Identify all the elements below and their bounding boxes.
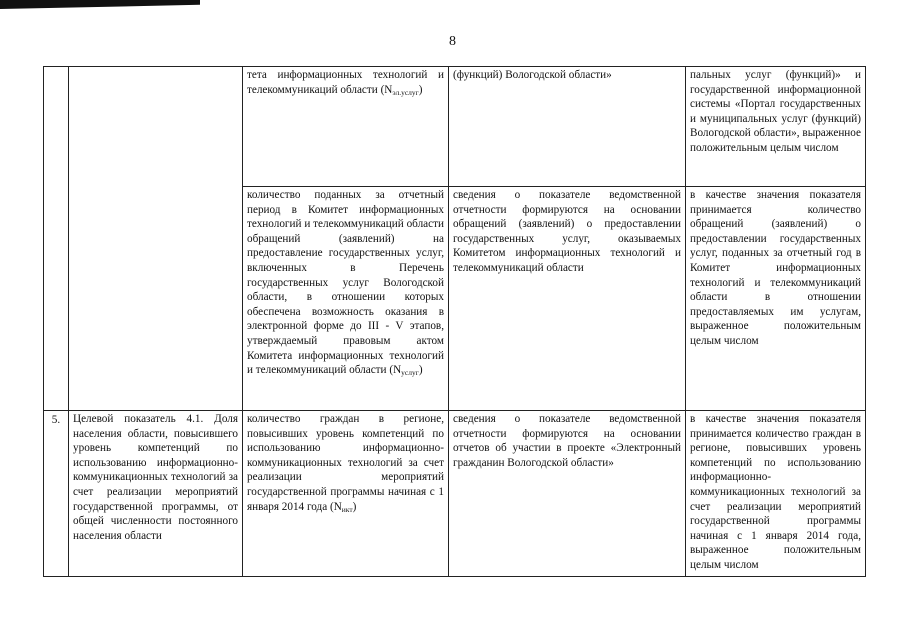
variable-symbol: $(N_{услуг})$ xyxy=(389,364,423,378)
data-source-cell: сведения о показателе ведомственной отчетности формируются на основании отчетов об участии в проекте «Электронный гражданин Вологодской области» xyxy=(449,411,686,577)
row-number-cell: 5. xyxy=(44,411,69,577)
table-row xyxy=(44,411,866,577)
indicators-table xyxy=(43,66,866,577)
value-definition-cell: в качестве значения показателя принимается количество граждан в регионе, повысивших уровень компетенций по использованию информационно-коммуникационных технологий за счет реализации мероприятий государственной программы начиная с 1 января 2014 года, выраженное положительным целым числом xyxy=(686,411,866,577)
variable-symbol: $(N_{икт})$ xyxy=(329,500,357,514)
table-row xyxy=(44,67,866,187)
row-number-cell xyxy=(44,67,69,411)
calc-variable-cell: количество поданных за отчетный период в Комитет информационных технологий и телекоммуникаций области обращений (заявлений) на предоставление государственных услуг, включенных в Перечень государственных услуг Вологодской области, в отношении которых обеспечена возможность оказания в электронной форме до III - V этапов, утверждаемый правовым актом Комитета информационных технологий и телекоммуникаций области $(N_{услуг})$ xyxy=(243,187,449,411)
page-number: 8 xyxy=(449,34,456,49)
indicator-name-cell xyxy=(69,67,243,411)
scan-artifact-bar xyxy=(0,0,200,9)
calc-variable-cell: количество граждан в регионе, повысивших уровень компетенций по использованию информационно-коммуникационных технологий за счет реализации мероприятий государственной программы начиная с 1 января 2014 года $(N_{икт})$ xyxy=(243,411,449,577)
calc-variable-cell: тета информационных технологий и телекоммуникаций области $(N_{эл.услуг})$ xyxy=(243,67,449,187)
value-definition-cell: пальных услуг (функций)» и государственной информационной системы «Портал государственных и муниципальных услуг (функций) Вологодской области», выраженное положительным целым числом xyxy=(686,67,866,187)
indicator-name-cell: Целевой показатель 4.1. Доля населения области, повысившего уровень компетенций по использованию информационно-коммуникационных технологий за счет реализации мероприятий государственной программы, от общей численности постоянного населения области xyxy=(69,411,243,577)
value-definition-cell: в качестве значения показателя принимается количество обращений (заявлений) о предоставлении государственных услуг, поданных за отчетный год в Комитет информационных технологий и телекоммуникаций области в отношении предоставляемых им услугам, выраженное положительным целым числом xyxy=(686,187,866,411)
data-source-cell: сведения о показателе ведомственной отчетности формируются на основании обращений (заявлений) о предоставлении государственных услуг, оказываемых Комитетом информационных технологий и телекоммуникаций области xyxy=(449,187,686,411)
variable-symbol: $(N_{эл.услуг})$ xyxy=(380,83,423,97)
data-source-cell: (функций) Вологодской области» xyxy=(449,67,686,187)
